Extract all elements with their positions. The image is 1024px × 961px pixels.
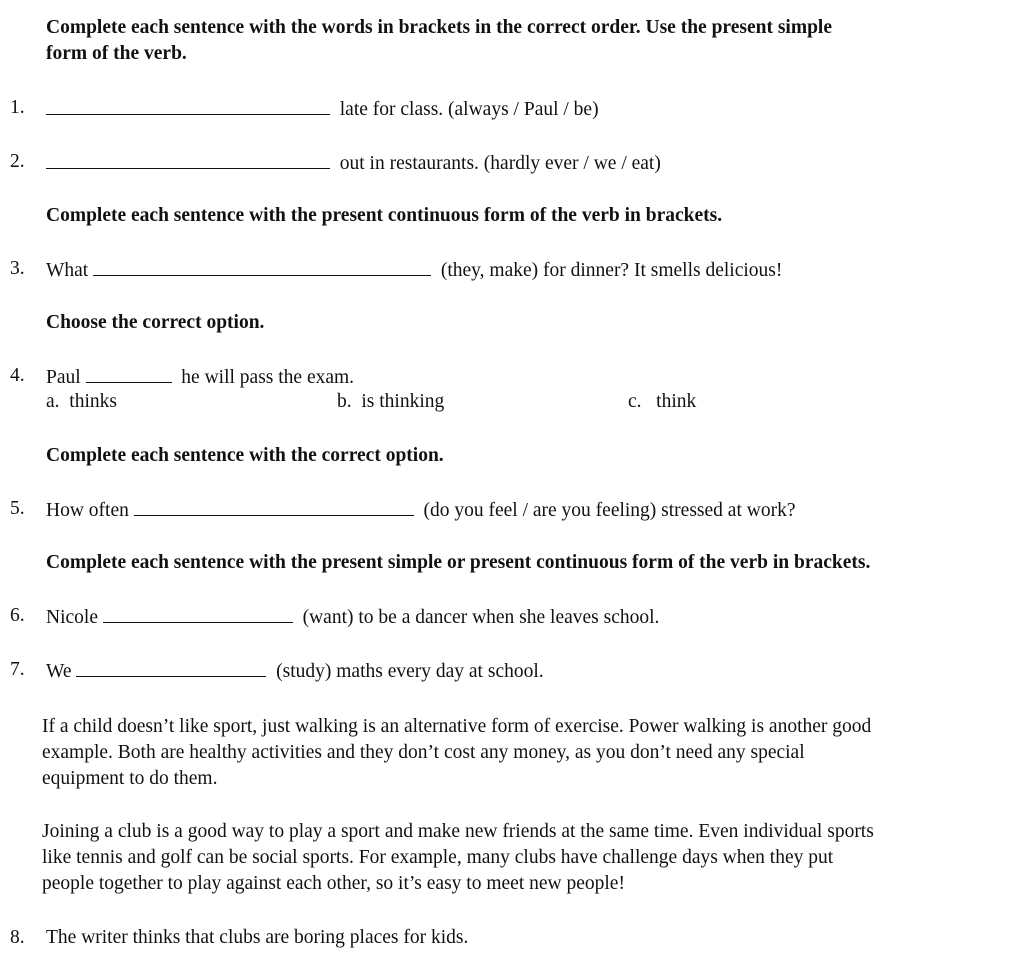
reading-paragraph-1 — [42, 714, 1022, 792]
question-8-text: The writer thinks that clubs are boring places for kids. — [46, 927, 469, 948]
question-7-answer-blank[interactable] — [76, 658, 266, 677]
question-4-number: 4. — [10, 365, 25, 386]
reading-paragraph-2 — [42, 819, 1022, 897]
question-3-answer-blank[interactable] — [93, 257, 431, 276]
question-1-text: late for class. (always / Paul / be) — [339, 99, 599, 120]
option-c-letter: c. — [628, 391, 642, 412]
question-4-text: he will pass the exam. — [181, 367, 355, 388]
question-7-prefix: We — [46, 661, 72, 682]
question-7-number: 7. — [10, 659, 25, 680]
question-5-text: (do you feel / are you feeling) stressed at work? — [423, 500, 796, 521]
question-8-number: 8. — [10, 927, 25, 948]
question-3-prefix: What — [46, 260, 89, 281]
reading-paragraph-2-line-3: people together to play against each other, so it’s easy to meet new people! — [42, 873, 625, 894]
question-6-answer-blank[interactable] — [103, 604, 293, 623]
question-2-number: 2. — [10, 151, 25, 172]
reading-paragraph-2-line-2: like tennis and golf can be social sports. For example, many clubs have challenge days when they put — [42, 847, 834, 868]
option-a-letter: a. — [46, 391, 60, 412]
option-a-text: thinks — [69, 391, 117, 412]
question-3 — [46, 257, 782, 282]
question-1-answer-blank[interactable] — [46, 96, 330, 115]
question-2-answer-blank[interactable] — [46, 150, 330, 169]
question-6-prefix: Nicole — [46, 607, 98, 628]
option-b-text: is thinking — [361, 391, 445, 412]
question-6-text: (want) to be a dancer when she leaves school. — [302, 607, 660, 628]
question-5 — [46, 497, 795, 522]
option-a[interactable] — [46, 390, 117, 413]
question-3-number: 3. — [10, 258, 25, 279]
instruction-5: Complete each sentence with the present simple or present continuous form of the verb in brackets. — [46, 552, 871, 573]
instruction-4: Complete each sentence with the correct option. — [46, 445, 444, 466]
option-c-text: think — [656, 391, 697, 412]
instruction-1-line-2: form of the verb. — [46, 43, 187, 64]
question-4-answer-blank[interactable] — [86, 364, 172, 383]
instruction-1-line-1: Complete each sentence with the words in brackets in the correct order. Use the present simple — [46, 17, 833, 38]
question-1-number: 1. — [10, 97, 25, 118]
question-6-number: 6. — [10, 605, 25, 626]
question-7-text: (study) maths every day at school. — [276, 661, 544, 682]
question-1 — [46, 96, 599, 121]
option-c[interactable] — [628, 390, 696, 413]
question-4-prefix: Paul — [46, 367, 81, 388]
question-5-prefix: How often — [46, 500, 129, 521]
question-3-text: (they, make) for dinner? It smells delicious! — [440, 260, 783, 281]
reading-paragraph-1-line-1: If a child doesn’t like sport, just walking is an alternative form of exercise. Power walking is another good — [42, 716, 872, 737]
option-b[interactable] — [337, 390, 444, 413]
question-4 — [46, 364, 354, 389]
instruction-3: Choose the correct option. — [46, 312, 265, 333]
option-b-letter: b. — [337, 391, 352, 412]
instruction-2: Complete each sentence with the present continuous form of the verb in brackets. — [46, 205, 723, 226]
question-6 — [46, 604, 659, 629]
question-5-number: 5. — [10, 498, 25, 519]
question-2 — [46, 150, 661, 175]
question-5-answer-blank[interactable] — [134, 497, 414, 516]
question-7 — [46, 658, 544, 683]
question-2-text: out in restaurants. (hardly ever / we / eat) — [339, 153, 661, 174]
reading-paragraph-2-line-1: Joining a club is a good way to play a sport and make new friends at the same time. Even individual sports — [42, 821, 874, 842]
reading-paragraph-1-line-2: example. Both are healthy activities and they don’t cost any money, as you don’t need any special — [42, 742, 805, 763]
reading-paragraph-1-line-3: equipment to do them. — [42, 768, 218, 789]
